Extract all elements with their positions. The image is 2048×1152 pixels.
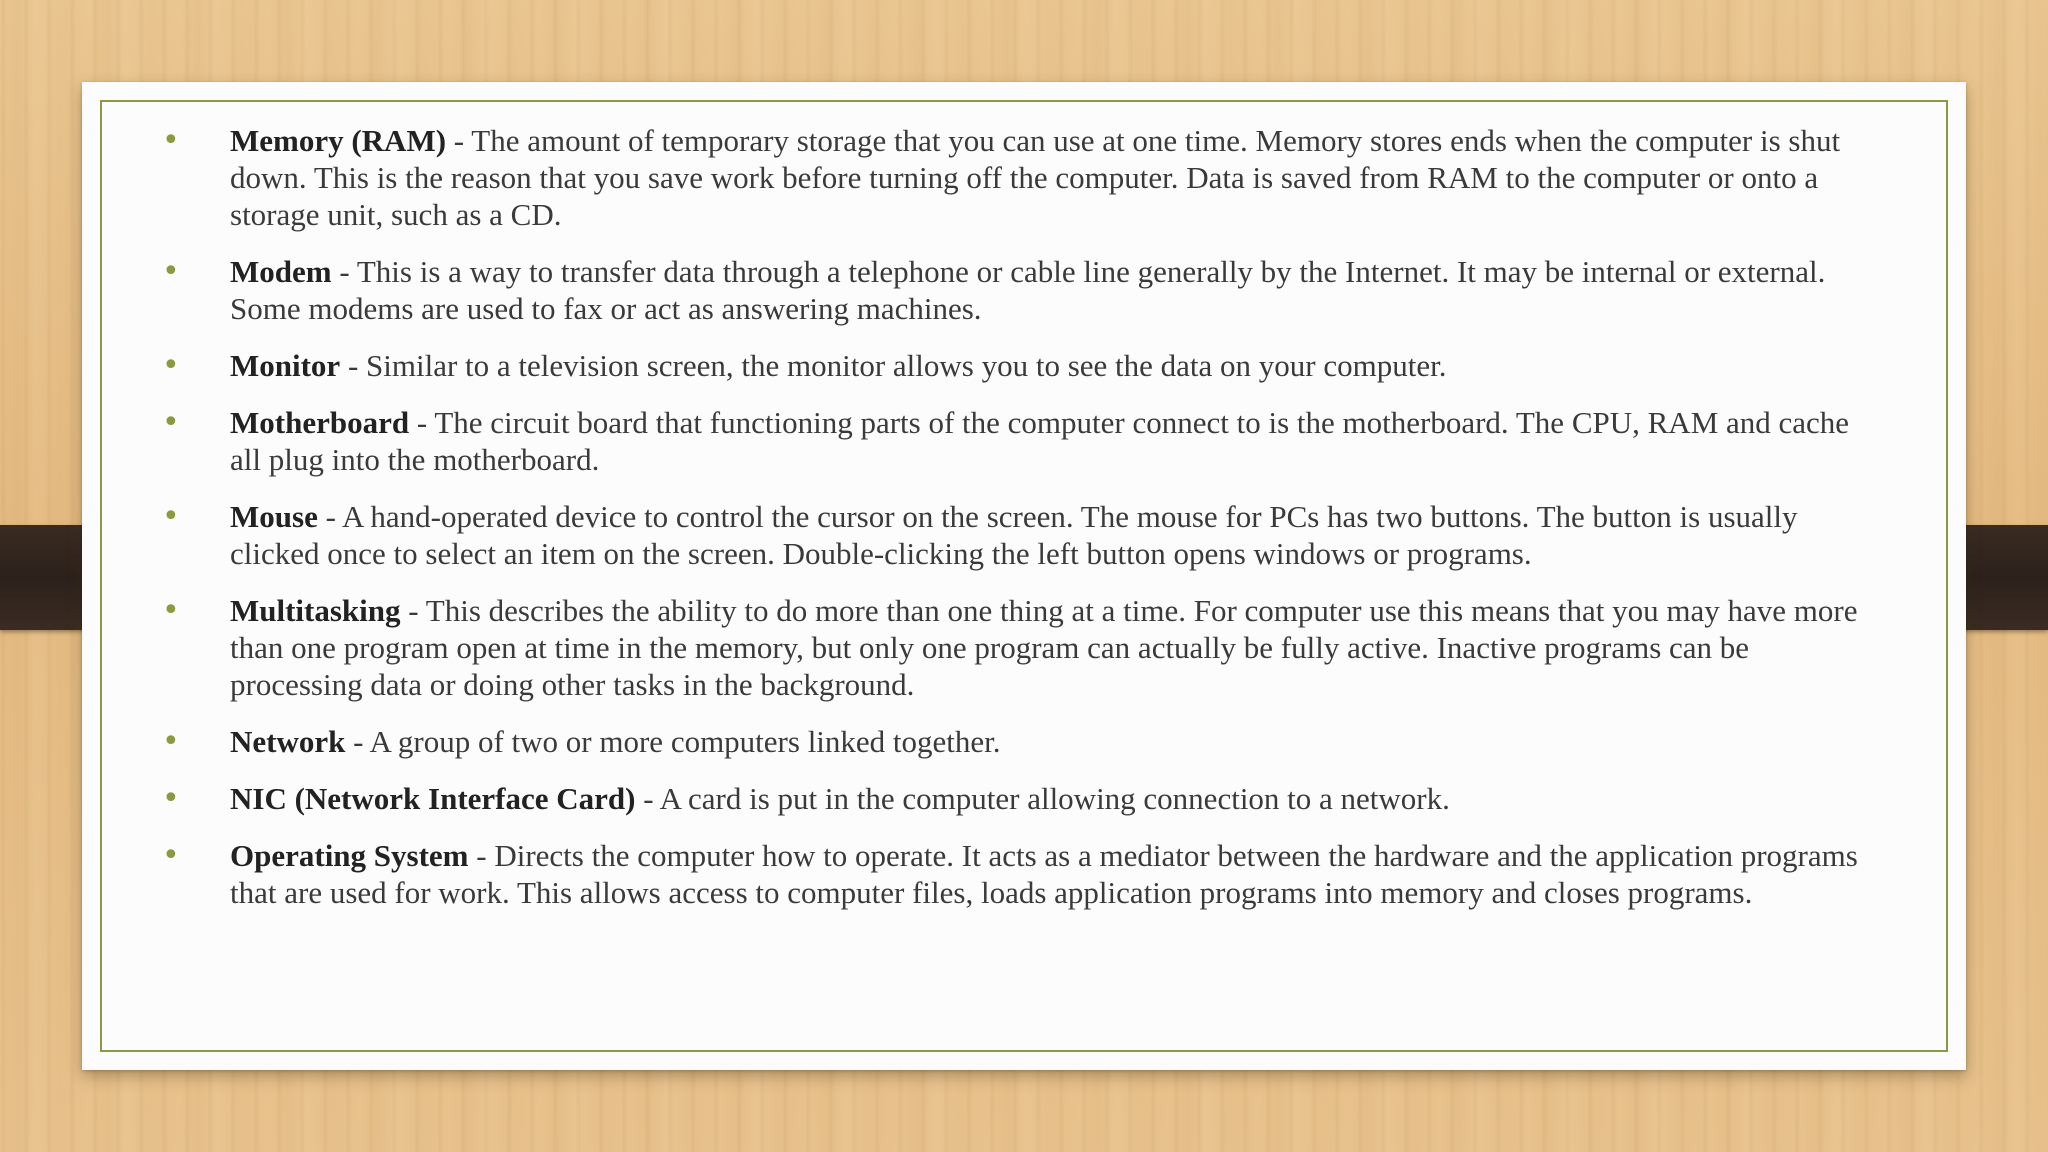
term-name: Network <box>230 724 346 759</box>
list-item <box>162 253 1862 327</box>
list-item <box>162 347 1862 384</box>
term-definition: - The circuit board that functioning parts of the computer connect to is the motherboard. The CPU, RAM and cache all plug into the motherboard. <box>230 405 1850 477</box>
bullet-icon: • <box>162 254 180 289</box>
term-name: Modem <box>230 254 332 289</box>
term-name: Multitasking <box>230 593 401 628</box>
term-name: Memory (RAM) <box>230 123 447 158</box>
list-item <box>162 837 1862 911</box>
term-name: Monitor <box>230 348 341 383</box>
bullet-icon: • <box>162 724 180 759</box>
list-item <box>162 122 1862 233</box>
bullet-icon: • <box>162 348 180 383</box>
list-item <box>162 592 1862 703</box>
term-definition: - Directs the computer how to operate. It acts as a mediator between the hardware and the application programs that are used for work. This allows access to computer files, loads application programs into memory and closes programs. <box>230 838 1858 910</box>
term-name: NIC (Network Interface Card) <box>230 781 636 816</box>
term-name: Motherboard <box>230 405 410 440</box>
term-definition: - A hand-operated device to control the cursor on the screen. The mouse for PCs has two buttons. The button is usually clicked once to select an item on the screen. Double-clicking the left button opens windows or programs. <box>230 499 1798 571</box>
bullet-icon: • <box>162 405 180 440</box>
bullet-icon: • <box>162 593 180 628</box>
term-definition: - A card is put in the computer allowing connection to a network. <box>635 781 1450 816</box>
list-item <box>162 723 1862 760</box>
glossary-list <box>162 122 1862 911</box>
bullet-icon: • <box>162 499 180 534</box>
bullet-icon: • <box>162 123 180 158</box>
bullet-icon: • <box>162 838 180 873</box>
slide-content <box>162 122 1862 931</box>
term-definition: - Similar to a television screen, the monitor allows you to see the data on your computer. <box>340 348 1447 383</box>
term-name: Mouse <box>230 499 318 534</box>
list-item <box>162 498 1862 572</box>
term-definition: - A group of two or more computers linked together. <box>345 724 1001 759</box>
term-definition: - This is a way to transfer data through a telephone or cable line generally by the Internet. It may be internal or external. Some modems are used to fax or act as answering machines. <box>230 254 1826 326</box>
term-definition: - This describes the ability to do more than one thing at a time. For computer use this means that you may have more than one program open at time in the memory, but only one program can actually be fully active. Inactive programs can be processing data or doing other tasks in the background. <box>230 593 1858 702</box>
list-item <box>162 780 1862 817</box>
term-name: Operating System <box>230 838 469 873</box>
slide-card <box>82 82 1966 1070</box>
list-item <box>162 404 1862 478</box>
term-definition: - The amount of temporary storage that you can use at one time. Memory stores ends when the computer is shut down. This is the reason that you save work before turning off the computer. Data is saved from RAM to the computer or onto a storage unit, such as a CD. <box>230 123 1841 232</box>
bullet-icon: • <box>162 781 180 816</box>
